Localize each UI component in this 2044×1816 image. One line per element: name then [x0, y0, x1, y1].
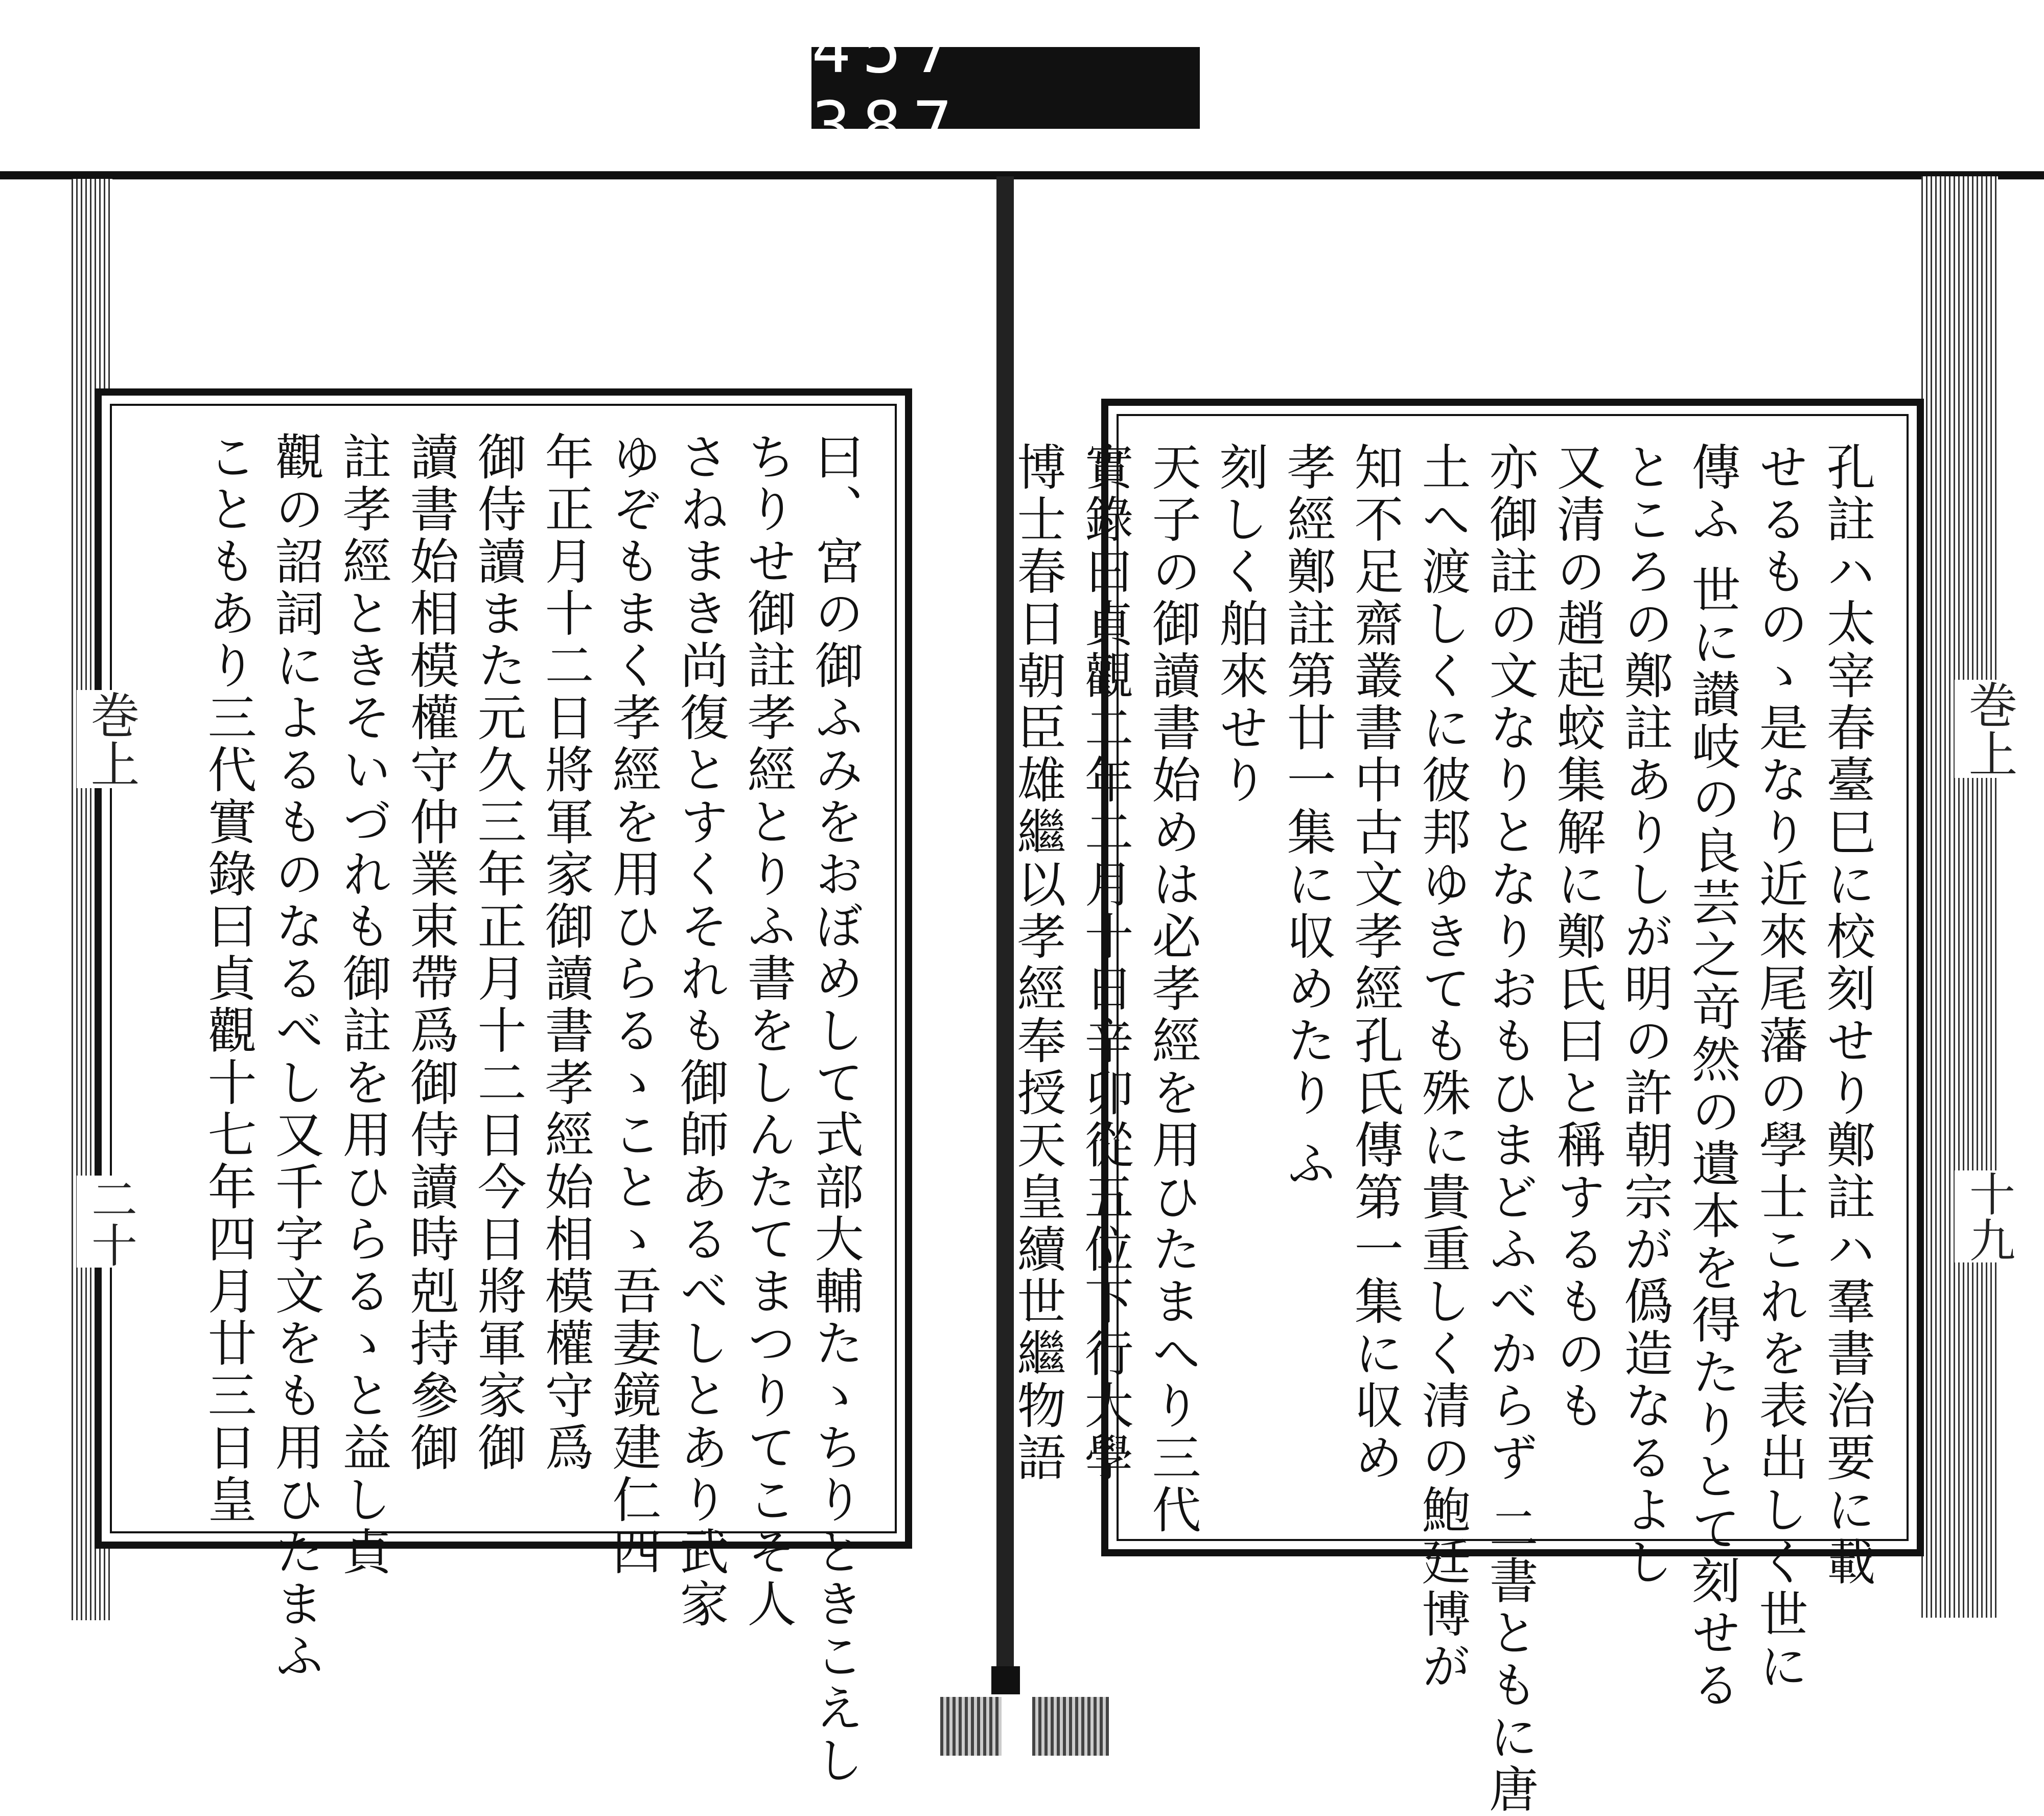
text-line: 孝經鄭註第廿一集に収めたり ふ — [1279, 442, 1336, 1190]
scan-number-label: 457 387. — [811, 47, 1200, 129]
text-line: 實錄曰貞觀二年二月十日辛卯從五位下行大學 — [1077, 442, 1134, 1484]
left-folio: 二十 — [77, 1176, 143, 1268]
right-running-head: 巻上 — [1955, 680, 2025, 778]
text-line: 又清の趙起蛟集解に鄭氏曰と稱するものも — [1549, 442, 1606, 1432]
spine-foot — [991, 1666, 1020, 1694]
ruler-right — [1032, 1697, 1109, 1756]
text-line: 註孝經ときそいづれも御註を用ひらるゝと益し貞 — [335, 431, 392, 1578]
text-line: ちりせ御註孝經とりふ書をしんたてまつりてこそ人 — [739, 431, 797, 1630]
text-line: 孔註ハ太宰春臺巳に校刻せり鄭註ハ羣書治要に載 — [1819, 442, 1876, 1589]
text-line: ところの鄭註ありしが明の許朝宗が僞造なるよし — [1616, 442, 1674, 1589]
text-line: 天子の御讀書始めは必孝經を用ひたまへり三代 — [1144, 442, 1201, 1536]
text-line: ゆぞもまく孝經を用ひらるゝことゝ吾妻鏡建仁四 — [605, 431, 662, 1578]
ruler-left — [940, 1697, 1002, 1756]
text-line: さねまき尚復とすくそれも御師あるべしとあり武家 — [672, 431, 729, 1630]
top-rule — [0, 171, 2044, 179]
left-page — [95, 388, 912, 1787]
text-line: こともあり三代實錄曰貞觀十七年四月廿三日皇 — [200, 431, 257, 1526]
text-line: 土へ渡しくに彼邦ゆきても殊に貴重しく清の鮑廷博が — [1414, 442, 1471, 1693]
left-running-head: 巻上 — [77, 690, 147, 788]
text-line: 知不足齋叢書中古文孝經孔氏傳第一集に収め — [1346, 442, 1404, 1484]
text-line: 曰、宮の御ふみをおぼめして式部大輔たゝちりときこえし — [807, 431, 864, 1787]
right-page — [1009, 399, 1924, 1816]
text-line: 年正月十二日將軍家御讀書孝經始相模權守爲 — [537, 431, 594, 1474]
text-line: 刻しく舶來せり — [1212, 442, 1269, 807]
text-line: せるものゝ是なり近來尾藩の學士これを表出しく世に — [1751, 442, 1808, 1693]
text-line: 傳ふ 世に讃岐の良芸之竒然の遺本を得たりとて刻せる — [1684, 442, 1741, 1712]
text-line: 觀の詔詞によるものなるべし又千字文をも用ひたまふ — [267, 431, 324, 1683]
text-line: 亦御註の文なりとなりおもひまどふべからず 二書ともに唐 — [1481, 442, 1539, 1816]
text-line: 博士春日朝臣雄繼以孝經奉授天皇續世繼物語 — [1009, 442, 1066, 1484]
left-page-text — [137, 431, 869, 1787]
right-page-edge — [1921, 176, 1998, 1618]
right-page-text — [1009, 442, 1881, 1816]
text-line: 御侍讀また元久三年正月十二日今日將軍家御 — [470, 431, 527, 1474]
right-folio: 十九 — [1955, 1170, 2021, 1262]
text-line: 讀書始相模權守仲業束帶爲御侍讀時剋持參御 — [402, 431, 459, 1474]
